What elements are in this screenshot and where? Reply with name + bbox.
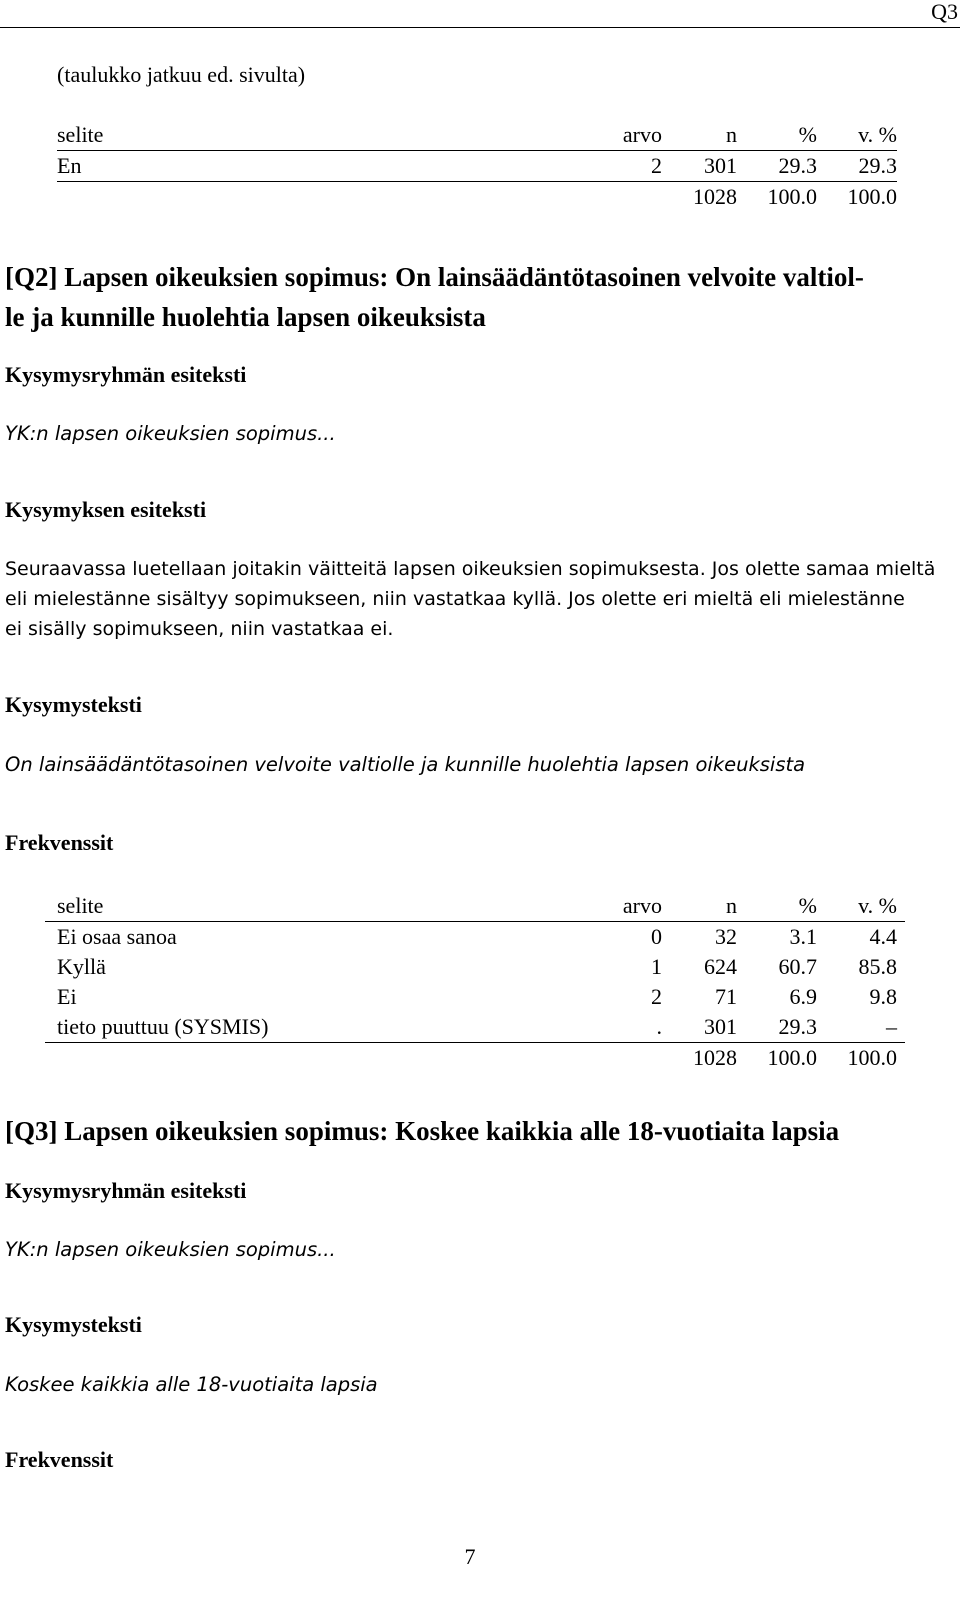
cell-percent: 60.7: [778, 954, 817, 979]
table-header-row: [45, 891, 905, 922]
table-row: [45, 982, 905, 1012]
q2-pretext-line1: Seuraavassa luetellaan joitakin väitteitä lapsen oikeuksien sopimuksesta. Jos olette samaa mieltä: [5, 558, 936, 580]
table-row: [57, 151, 897, 182]
header-valid-percent: v. %: [817, 891, 905, 922]
total-selite: [57, 182, 562, 213]
total-valid-percent: 100.0: [847, 1045, 897, 1070]
total-arvo: [562, 1043, 662, 1074]
running-header-tag: Q3: [931, 0, 958, 24]
q2-question-pretext-label: Kysymyksen esiteksti: [5, 497, 207, 522]
q3-question-text: Koskee kaikkia alle 18-vuotiaita lapsia: [5, 1373, 378, 1396]
cell-n: 624: [704, 954, 737, 979]
cell-arvo: 2: [651, 984, 662, 1009]
table-row: [45, 1012, 905, 1043]
table-total-row: [57, 182, 897, 213]
cell-selite: Ei: [57, 984, 77, 1009]
table-total-row: [45, 1043, 905, 1074]
q2-pretext-line3: ei sisälly sopimukseen, niin vastatkaa ei.: [5, 618, 394, 640]
cell-valid-percent: 9.8: [869, 984, 897, 1009]
cell-arvo: 1: [651, 954, 662, 979]
total-n: 1028: [693, 184, 737, 209]
q3-frequencies-label: Frekvenssit: [5, 1447, 114, 1472]
cell-selite: En: [57, 151, 562, 182]
cell-n: 301: [662, 1012, 737, 1043]
q3-group-text: YK:n lapsen oikeuksien sopimus...: [5, 1238, 336, 1261]
page-number: 7: [464, 1544, 476, 1569]
q2-question-text: On lainsäädäntötasoinen velvoite valtiolle ja kunnille huolehtia lapsen oikeuksista: [5, 753, 806, 776]
cell-selite: Kyllä: [57, 954, 106, 979]
total-percent: 100.0: [767, 1045, 817, 1070]
cell-valid-percent: 85.8: [858, 954, 897, 979]
header-percent: %: [737, 891, 817, 922]
total-percent: 100.0: [767, 184, 817, 209]
cell-percent: 29.3: [737, 151, 817, 182]
cell-arvo: .: [562, 1012, 662, 1043]
continued-note: (taulukko jatkuu ed. sivulta): [57, 62, 306, 87]
q2-frequency-table: [45, 891, 905, 1073]
header-selite: selite: [57, 120, 562, 151]
cell-percent: 29.3: [737, 1012, 817, 1043]
total-selite: [45, 1043, 562, 1074]
cell-n: 71: [715, 984, 737, 1009]
cell-percent: 6.9: [789, 984, 817, 1009]
q2-question-text-label: Kysymysteksti: [5, 692, 142, 717]
q2-group-text-label: Kysymysryhmän esiteksti: [5, 362, 247, 387]
q2-title-line1: [Q2] Lapsen oikeuksien sopimus: On lainsäädäntötasoinen velvoite valtiol-: [5, 262, 864, 292]
cell-selite: tieto puuttuu (SYSMIS): [45, 1012, 562, 1043]
cell-valid-percent: 4.4: [869, 924, 897, 949]
table-header-row: [57, 120, 897, 151]
cell-selite: Ei osaa sanoa: [57, 924, 177, 949]
total-arvo: [562, 182, 662, 213]
q2-pretext-line2: eli mielestänne sisältyy sopimukseen, niin vastatkaa kyllä. Jos olette eri mieltä eli mielestänne: [5, 588, 905, 610]
header-valid-percent: v. %: [817, 120, 897, 151]
cell-percent: 3.1: [789, 924, 817, 949]
q3-group-text-label: Kysymysryhmän esiteksti: [5, 1178, 247, 1203]
cell-arvo: 2: [562, 151, 662, 182]
total-valid-percent: 100.0: [847, 184, 897, 209]
continued-table: [57, 120, 897, 212]
q2-group-text: YK:n lapsen oikeuksien sopimus...: [5, 422, 336, 445]
q2-title-line2: le ja kunnille huolehtia lapsen oikeuksista: [5, 302, 486, 332]
cell-valid-percent: –: [817, 1012, 905, 1043]
header-arvo: arvo: [562, 891, 662, 922]
table-row: [45, 952, 905, 982]
header-rule: [0, 27, 960, 28]
header-arvo: arvo: [562, 120, 662, 151]
header-n: n: [662, 891, 737, 922]
cell-arvo: 0: [651, 924, 662, 949]
total-n: 1028: [693, 1045, 737, 1070]
cell-valid-percent: 29.3: [817, 151, 897, 182]
header-selite: selite: [45, 891, 562, 922]
header-n: n: [662, 120, 737, 151]
q3-title: [Q3] Lapsen oikeuksien sopimus: Koskee kaikkia alle 18-vuotiaita lapsia: [5, 1116, 840, 1146]
q3-question-text-label: Kysymysteksti: [5, 1312, 142, 1337]
table-row: [45, 922, 905, 953]
cell-n: 301: [662, 151, 737, 182]
q2-frequencies-label: Frekvenssit: [5, 830, 114, 855]
header-percent: %: [737, 120, 817, 151]
cell-n: 32: [715, 924, 737, 949]
